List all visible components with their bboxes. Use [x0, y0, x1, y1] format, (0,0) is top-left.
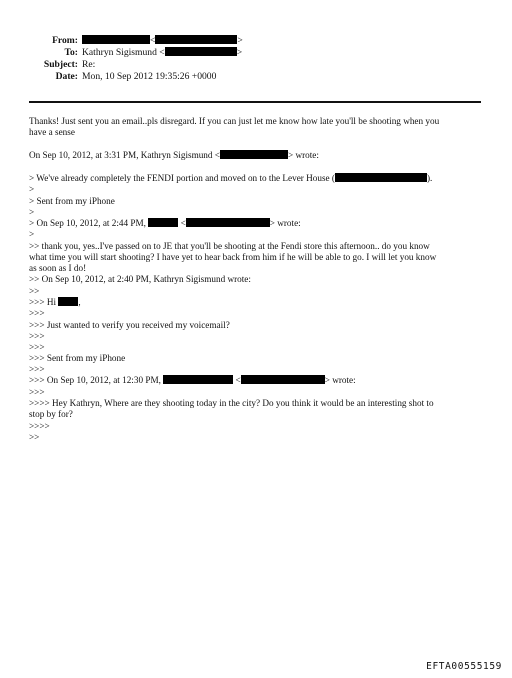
redaction-block: [241, 375, 325, 384]
body-line: >>>: [29, 331, 45, 341]
date-label: Date:: [55, 71, 78, 82]
subject-label: Subject:: [43, 59, 78, 70]
redaction-block: [155, 35, 237, 44]
body-line: >>>: [29, 308, 45, 318]
from-label: From:: [52, 35, 78, 46]
to-label: To:: [64, 47, 78, 58]
redaction-block: [82, 35, 150, 44]
redaction-block: [186, 218, 270, 227]
body-line: >>> On Sep 10, 2012, at 12:30 PM, < > wrote:: [29, 375, 356, 385]
header-divider: [29, 101, 481, 103]
body-line: > On Sep 10, 2012, at 2:44 PM, < > wrote:: [29, 218, 301, 228]
redaction-block: [163, 375, 233, 384]
body-line: On Sep 10, 2012, at 3:31 PM, Kathryn Sigismund < > wrote:: [29, 150, 319, 160]
redaction-block: [220, 150, 288, 159]
body-line: >: [29, 184, 35, 194]
document-id: EFTA00555159: [426, 661, 502, 672]
quote-attribution: >>> On Sep 10, 2012, at 12:30 PM,: [29, 375, 161, 385]
body-line: stop by for?: [29, 409, 73, 419]
quoted-text: > We've already completely the FENDI portion and moved on to the Lever House: [29, 173, 330, 183]
body-line: >>>>: [29, 421, 50, 431]
wrote-text: wrote:: [332, 375, 356, 385]
quote-attribution: > On Sep 10, 2012, at 2:44 PM,: [29, 218, 146, 228]
body-line: have a sense: [29, 127, 75, 137]
to-value: Kathryn Sigismund < >: [82, 47, 243, 58]
wrote-text: wrote:: [295, 150, 319, 160]
body-line: >>> Hi ,: [29, 297, 81, 307]
body-line: >>>: [29, 387, 45, 397]
redaction-block: [58, 297, 78, 306]
body-line: >>>: [29, 364, 45, 374]
body-line: >>> Sent from my iPhone: [29, 353, 126, 363]
greeting-text: >>> Hi: [29, 297, 57, 307]
quote-attribution: On Sep 10, 2012, at 3:31 PM, Kathryn Sigismund: [29, 150, 213, 160]
body-line: > We've already completely the FENDI portion and moved on to the Lever House ( ).: [29, 173, 433, 183]
body-line: >> On Sep 10, 2012, at 2:40 PM, Kathryn Sigismund wrote:: [29, 274, 251, 284]
body-line: >: [29, 207, 35, 217]
date-value: Mon, 10 Sep 2012 19:35:26 +0000: [82, 71, 217, 82]
body-line: > Sent from my iPhone: [29, 196, 115, 206]
body-line: what time you will start shooting? I have yet to hear back from him if he will be able to go. I will let you know: [29, 252, 437, 262]
body-line: >>>: [29, 342, 45, 352]
to-name: Kathryn Sigismund: [82, 47, 157, 58]
body-line: >: [29, 229, 35, 239]
wrote-text: wrote:: [277, 218, 301, 228]
body-line: >>> Just wanted to verify you received my voicemail?: [29, 320, 230, 330]
body-line: Thanks! Just sent you an email..pls disregard. If you can just let me know how late you'll be shooting when you: [29, 116, 440, 126]
body-line: as soon as I do!: [29, 263, 87, 273]
body-line: >>>> Hey Kathryn, Where are they shooting today in the city? Do you think it would be an interesting shot to: [29, 398, 434, 408]
redaction-block: [335, 173, 427, 182]
redaction-block: [148, 218, 178, 227]
redaction-block: [165, 47, 237, 56]
body-line: >> thank you, yes..I've passed on to JE that you'll be shooting at the Fendi store this afternoon.. do you know: [29, 241, 430, 251]
body-line: >>: [29, 432, 40, 442]
from-value: < >: [82, 35, 243, 47]
subject-value: Re:: [82, 59, 96, 70]
body-line: >>: [29, 286, 40, 296]
